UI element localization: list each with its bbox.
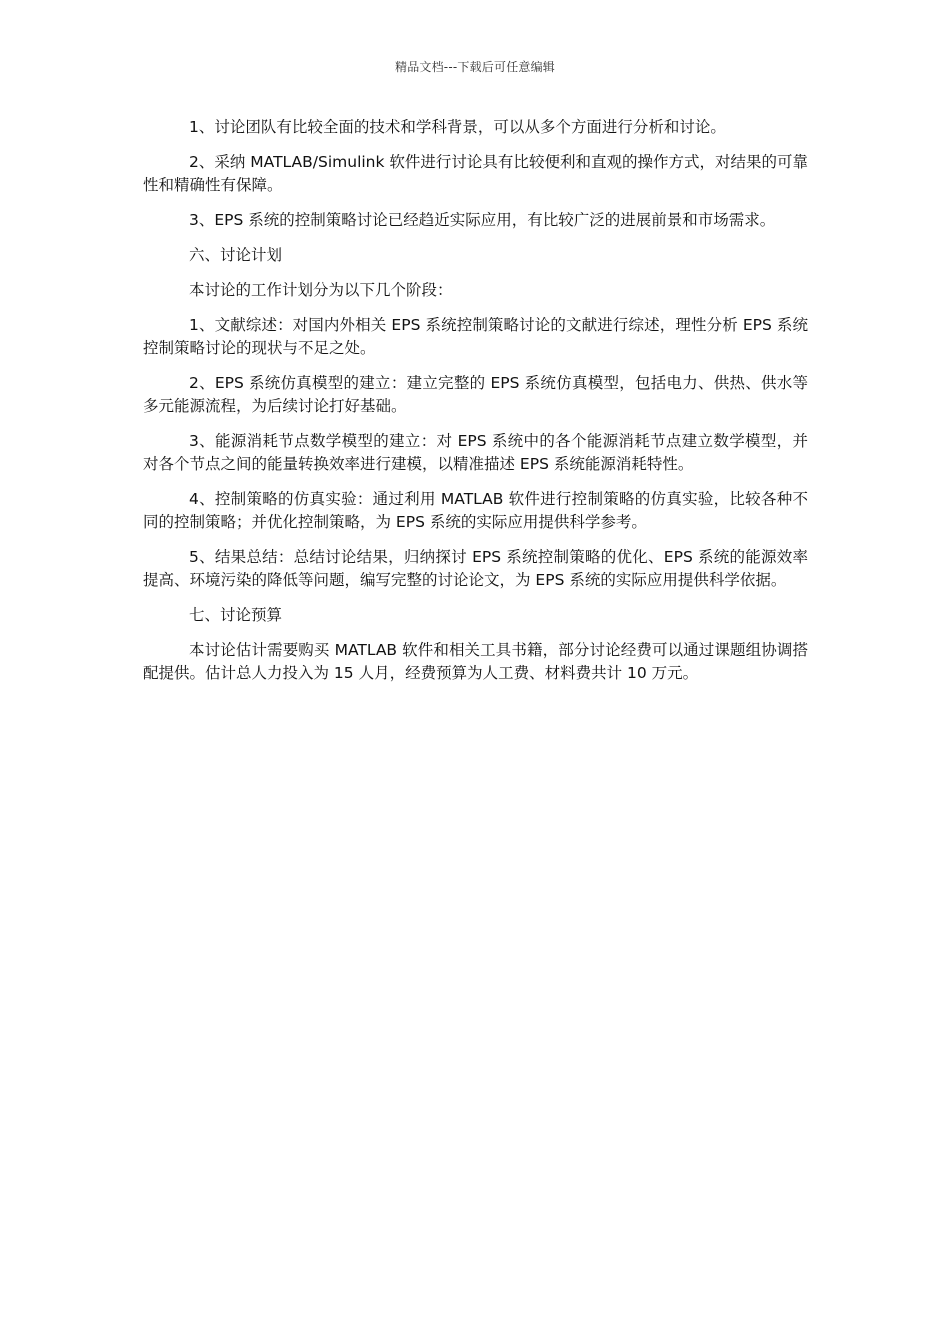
paragraph-advantage-2: 2、采纳 MATLAB/Simulink 软件进行讨论具有比较便利和直观的操作方式，对结果的可靠性和精确性有保障。 xyxy=(143,153,808,194)
paragraph-plan-step-2: 2、EPS 系统仿真模型的建立：建立完整的 EPS 系统仿真模型，包括电力、供热、供水等多元能源流程，为后续讨论打好基础。 xyxy=(143,374,808,415)
paragraph-budget: 本讨论估计需要购买 MATLAB 软件和相关工具书籍，部分讨论经费可以通过课题组协调搭配提供。估计总人力投入为 15 人月，经费预算为人工费、材料费共计 10 万元。 xyxy=(143,641,808,682)
paragraph-advantage-1: 1、讨论团队有比较全面的技术和学科背景，可以从多个方面进行分析和讨论。 xyxy=(189,118,726,136)
paragraph-plan-step-4: 4、控制策略的仿真实验：通过利用 MATLAB 软件进行控制策略的仿真实验，比较各种不同的控制策略；并优化控制策略，为 EPS 系统的实际应用提供科学参考。 xyxy=(143,490,808,531)
section-heading-budget: 七、讨论预算 xyxy=(189,606,283,624)
paragraph-advantage-3: 3、EPS 系统的控制策略讨论已经趋近实际应用，有比较广泛的进展前景和市场需求。 xyxy=(189,211,776,229)
paragraph-plan-intro: 本讨论的工作计划分为以下几个阶段： xyxy=(189,281,453,299)
document-body xyxy=(143,116,808,697)
paragraph-plan-step-3: 3、能源消耗节点数学模型的建立：对 EPS 系统中的各个能源消耗节点建立数学模型，并对各个节点之间的能量转换效率进行建模，以精准描述 EPS 系统能源消耗特性。 xyxy=(143,432,808,473)
paragraph-plan-step-5: 5、结果总结：总结讨论结果，归纳探讨 EPS 系统控制策略的优化、EPS 系统的能源效率提高、环境污染的降低等问题，编写完整的讨论论文，为 EPS 系统的实际应用提供科学依据。 xyxy=(143,548,808,589)
paragraph-plan-step-1: 1、文献综述：对国内外相关 EPS 系统控制策略讨论的文献进行综述，理性分析 EPS 系统控制策略讨论的现状与不足之处。 xyxy=(143,316,808,357)
section-heading-plan: 六、讨论计划 xyxy=(189,246,283,264)
page-header: 精品文档---下载后可任意编辑 xyxy=(395,60,555,74)
